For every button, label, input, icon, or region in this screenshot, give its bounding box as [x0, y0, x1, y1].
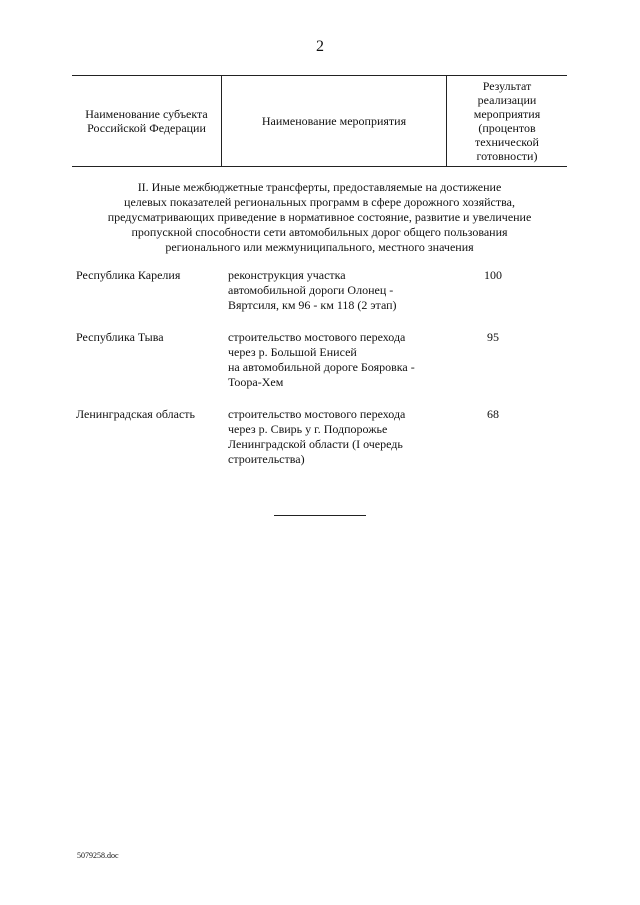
end-divider [274, 515, 366, 516]
table-row [76, 268, 566, 313]
section-title: II. Иные межбюджетные трансферты, предоставляемые на достижение целевых показателей региональных программ в сфере дорожного хозяйства, предусматривающих приведение в нормативное состояние, развитие и увеличение пропускной способности сети автомобильных дорог общего пользования регионального или межмуниципального, местного значения [107, 180, 532, 254]
table-body [76, 268, 566, 484]
table-row [76, 330, 566, 390]
row-subject: Республика Тыва [76, 330, 164, 344]
row-action: строительство мостового перехода через р. Большой Енисей на автомобильной дороге Бояровка - Тоора-Хем [228, 330, 415, 389]
header-result-label: Результат реализации мероприятия (процентов технической готовности) [473, 79, 541, 163]
row-result: 68 [487, 407, 499, 421]
row-action: реконструкция участка автомобильной дороги Олонец - Вяртсиля, км 96 - км 118 (2 этап) [228, 268, 397, 312]
document-id: 5079258.doc [77, 851, 119, 860]
row-subject: Ленинградская область [76, 407, 195, 421]
header-subject-label: Наименование субъекта Российской Федерации [85, 107, 208, 135]
row-result: 95 [487, 330, 499, 344]
header-action-column [222, 76, 447, 166]
table-header [72, 75, 567, 167]
row-action: строительство мостового перехода через р. Свирь у г. Подпорожье Ленинградской области (I очередь строительства) [228, 407, 406, 466]
table-row [76, 407, 566, 467]
row-subject: Республика Карелия [76, 268, 181, 282]
page-number: 2 [316, 38, 324, 55]
header-result-column [447, 76, 567, 166]
row-result: 100 [484, 268, 502, 282]
header-action-label: Наименование мероприятия [261, 114, 407, 128]
header-subject-column [72, 76, 222, 166]
